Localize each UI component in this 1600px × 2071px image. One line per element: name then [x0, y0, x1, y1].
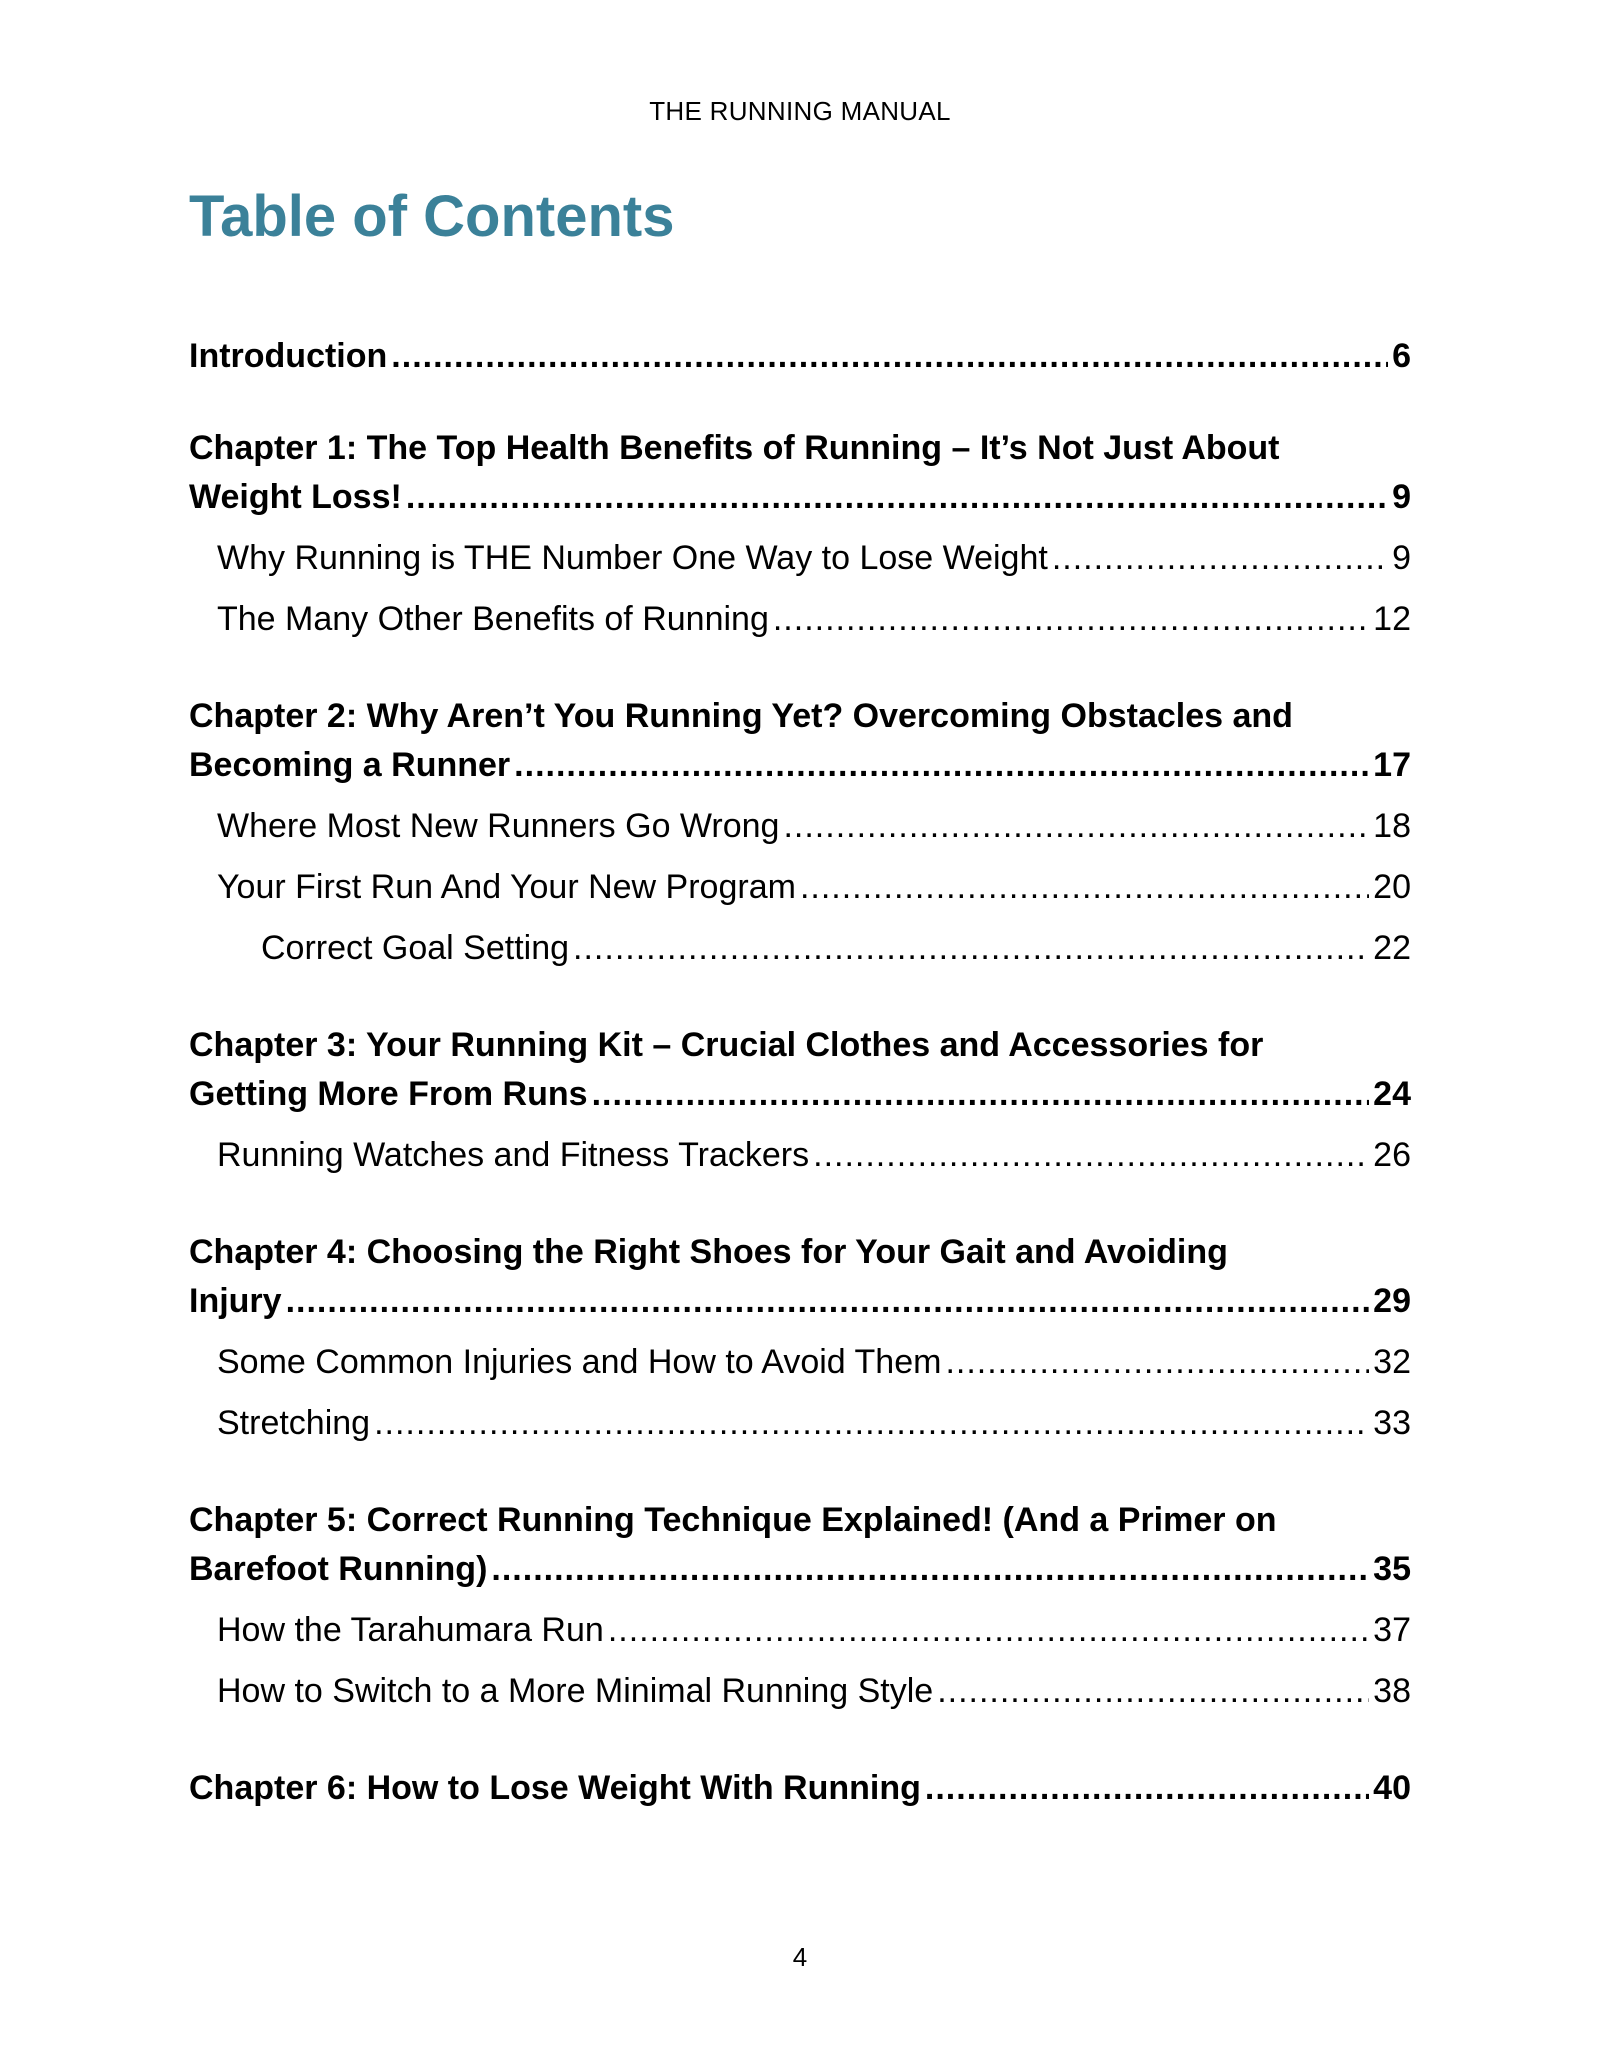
leader-dots — [391, 332, 1388, 381]
toc-entry-page: 9 — [1392, 539, 1411, 577]
toc-entry-page: 29 — [1373, 1282, 1411, 1320]
toc-entry-title: Getting More From Runs — [189, 1075, 588, 1113]
toc-entry-title: How the Tarahumara Run — [217, 1611, 604, 1649]
leader-dots — [573, 924, 1369, 973]
leader-dots — [773, 595, 1369, 644]
toc-entry-title-line1: Chapter 1: The Top Health Benefits of Running – It’s Not Just About — [189, 429, 1280, 467]
leader-dots — [592, 1070, 1370, 1119]
leader-dots — [374, 1399, 1369, 1448]
toc-entry-title: Injury — [189, 1282, 282, 1320]
toc-entry-title: Running Watches and Fitness Trackers — [217, 1136, 810, 1174]
toc-entry-title-line1: Chapter 2: Why Aren’t You Running Yet? Overcoming Obstacles and — [189, 697, 1293, 735]
toc-entry-title-line1: Chapter 5: Correct Running Technique Explained! (And a Primer on — [189, 1501, 1277, 1539]
leader-dots — [491, 1545, 1369, 1594]
leader-dots — [1052, 534, 1388, 583]
toc-entry-section[interactable] — [189, 802, 1411, 851]
toc-entry-page: 18 — [1373, 807, 1411, 845]
toc-entry-page: 9 — [1392, 478, 1411, 516]
toc-entry-title: Chapter 6: How to Lose Weight With Running — [189, 1769, 921, 1807]
toc-entry-section[interactable] — [189, 595, 1411, 644]
toc-entry-chapter-1[interactable] — [189, 424, 1411, 522]
page-number: 4 — [792, 1942, 808, 1972]
toc-entry-title: Introduction — [189, 337, 388, 375]
toc-entry-section[interactable] — [189, 1338, 1411, 1387]
toc-entry-page: 33 — [1373, 1404, 1411, 1442]
toc-entry-title: Some Common Injuries and How to Avoid Them — [217, 1343, 942, 1381]
toc-entry-title-line1: Chapter 3: Your Running Kit – Crucial Clothes and Accessories for — [189, 1026, 1264, 1064]
leader-dots — [286, 1277, 1370, 1326]
toc-entry-title: Stretching — [217, 1404, 371, 1442]
page-title: Table of Contents — [189, 184, 675, 249]
toc-entry-page: 38 — [1373, 1672, 1411, 1710]
toc-entry-section[interactable] — [189, 1667, 1411, 1716]
toc-entry-page: 22 — [1373, 929, 1411, 967]
leader-dots — [406, 473, 1388, 522]
toc-entry-page: 32 — [1373, 1343, 1411, 1381]
toc-entry-title: Your First Run And Your New Program — [217, 868, 796, 906]
toc-entry-section[interactable] — [189, 1606, 1411, 1655]
toc-entry-chapter-2[interactable] — [189, 692, 1411, 790]
toc-entry-page: 20 — [1373, 868, 1411, 906]
toc-entry-title: The Many Other Benefits of Running — [217, 600, 769, 638]
toc-entry-chapter-6[interactable] — [189, 1764, 1411, 1813]
leader-dots — [783, 802, 1369, 851]
toc-entry-section[interactable] — [189, 863, 1411, 912]
toc-entry-chapter-5[interactable] — [189, 1496, 1411, 1594]
toc-entry-title: Correct Goal Setting — [261, 929, 570, 967]
leader-dots — [514, 741, 1369, 790]
toc-entry-title: Becoming a Runner — [189, 746, 511, 784]
toc-entry-section[interactable] — [189, 534, 1411, 583]
toc-entry-title: Where Most New Runners Go Wrong — [217, 807, 780, 845]
toc-entry-page: 6 — [1392, 337, 1411, 375]
toc-entry-page: 26 — [1373, 1136, 1411, 1174]
leader-dots — [937, 1667, 1369, 1716]
toc-entry-section[interactable] — [189, 1399, 1411, 1448]
toc-entry-introduction[interactable] — [189, 332, 1411, 381]
toc-entry-section[interactable] — [189, 1131, 1411, 1180]
toc-entry-title: Barefoot Running) — [189, 1550, 488, 1588]
leader-dots — [800, 863, 1369, 912]
toc-entry-subsection[interactable] — [189, 924, 1411, 973]
toc-entry-chapter-3[interactable] — [189, 1021, 1411, 1119]
toc-entry-chapter-4[interactable] — [189, 1228, 1411, 1326]
toc-entry-title: How to Switch to a More Minimal Running Style — [217, 1672, 934, 1710]
running-header: THE RUNNING MANUAL — [649, 96, 951, 126]
toc-entry-page: 24 — [1373, 1075, 1411, 1113]
toc-entry-page: 35 — [1373, 1550, 1411, 1588]
leader-dots — [945, 1338, 1369, 1387]
toc-entry-title: Weight Loss! — [189, 478, 402, 516]
toc-entry-title-line1: Chapter 4: Choosing the Right Shoes for Your Gait and Avoiding — [189, 1233, 1228, 1271]
leader-dots — [925, 1764, 1369, 1813]
toc-entry-title: Why Running is THE Number One Way to Lose Weight — [217, 539, 1048, 577]
toc-entry-page: 37 — [1373, 1611, 1411, 1649]
leader-dots — [608, 1606, 1369, 1655]
toc-entry-page: 12 — [1373, 600, 1411, 638]
toc-entry-page: 17 — [1373, 746, 1411, 784]
leader-dots — [813, 1131, 1369, 1180]
toc-entry-page: 40 — [1373, 1769, 1411, 1807]
